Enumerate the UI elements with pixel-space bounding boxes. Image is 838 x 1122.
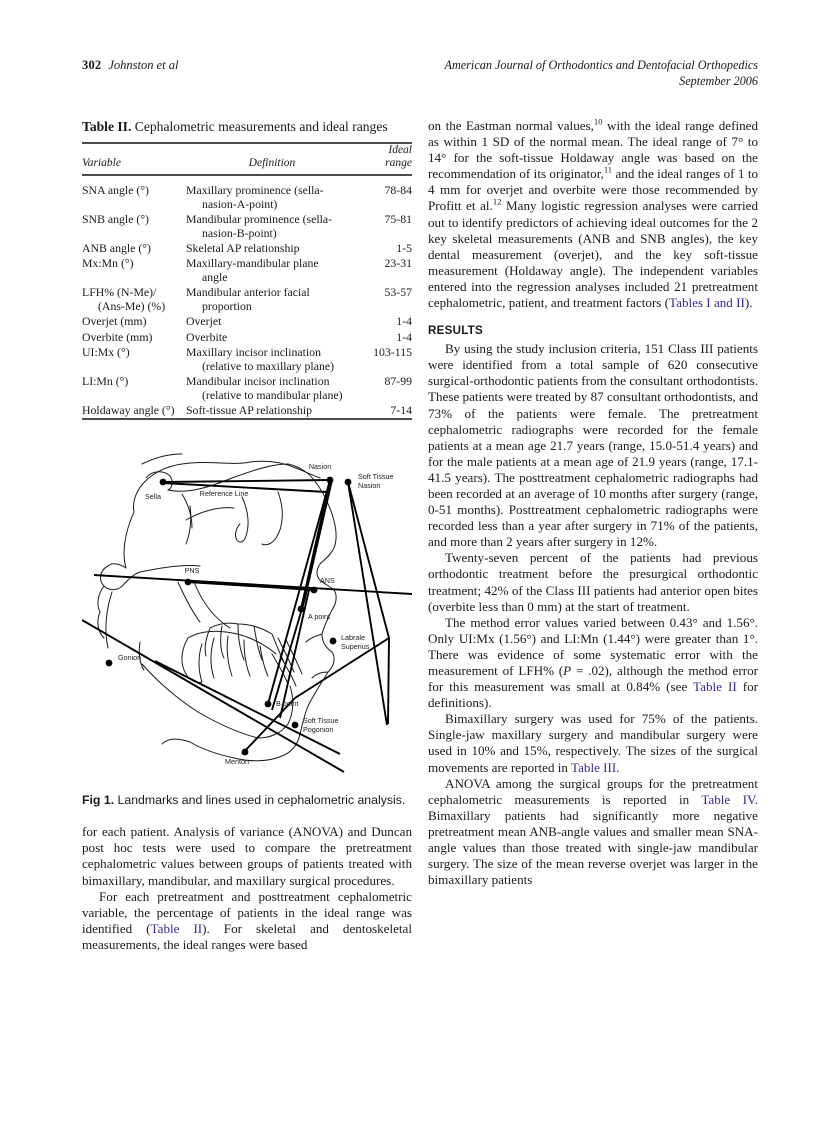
variable-line2: (Ans-Me) (%) [98, 298, 166, 313]
right-para5-a: Bimaxillary surgery was used for 75% of the patients. Single-jaw maxillary surgery and mandibular surgery were used in 10% and 15%, respectively. The sizes of the surgical movements are reported in [428, 711, 758, 775]
figure-caption-text: Landmarks and lines used in cephalometric analysis. [114, 793, 406, 808]
right-para1-e: ). [744, 295, 753, 311]
definition-line1: Maxillary-mandibular plane [186, 256, 319, 271]
definition-line1: Soft-tissue AP relationship [186, 402, 313, 417]
point-b-point [265, 701, 272, 708]
table-row [82, 329, 412, 344]
table-label: Table II. [82, 119, 132, 134]
running-head-right [445, 58, 758, 89]
variable-line1: LFH% (N-Me)/ [82, 285, 157, 300]
right-para4-c: for definitions). [428, 679, 758, 711]
right-para6-a: ANOVA among the surgical groups for the pretreatment cephalometric measurements is reported in [428, 775, 758, 807]
cell-variable: UI:Mx (°) [82, 344, 130, 359]
footnote-ref-12[interactable]: 12 [492, 197, 502, 208]
cell-ideal-range: 1-4 [396, 329, 412, 344]
label-ans: ANS [320, 576, 335, 586]
column-header-ideal-line2: range [385, 157, 412, 169]
section-gap [428, 311, 758, 324]
definition-line2: proportion [202, 298, 252, 313]
cell-variable: SNB angle (°) [82, 211, 149, 226]
definition-line1: Mandibular incisor inclination [186, 373, 330, 388]
running-head-authors: Johnston et al [108, 58, 179, 72]
table-row [82, 403, 412, 419]
cell-definition [186, 285, 358, 314]
cell-ideal-range: 78-84 [384, 182, 412, 197]
point-a-point [298, 606, 305, 613]
label-a-point: A point [308, 612, 330, 622]
label-labrale-superius-line2: Superius [341, 642, 370, 652]
point-gonion [106, 660, 113, 667]
point-sella [160, 479, 167, 486]
definition-line1: Mandibular anterior facial [186, 285, 310, 300]
cell-ideal-range: 23-31 [384, 256, 412, 271]
link-tables-i-and-ii[interactable]: Tables I and II [669, 295, 745, 311]
label-nasion: Nasion [308, 462, 332, 472]
link-table-ii[interactable]: Table II [150, 920, 203, 936]
left-para2-text-a: For each pretreatment and posttreatment cephalometric variable, the percentage of patients in the ideal range was identified ( [82, 888, 412, 936]
cell-ideal-range: 1-4 [396, 314, 412, 329]
table-title: Cephalometric measurements and ideal ranges [134, 119, 388, 134]
left-column [82, 118, 412, 953]
cephalometric-tracing [82, 442, 412, 787]
label-pns: PNS [184, 566, 200, 576]
cell-definition [186, 374, 358, 403]
figure-caption [82, 793, 412, 808]
cell-definition [186, 403, 358, 419]
label-reference-line: Reference Line [199, 489, 249, 499]
table-row [82, 256, 412, 285]
column-header-definition: Definition [186, 143, 358, 175]
label-soft-tissue-pogonion-line2: Pogonion [303, 725, 334, 735]
line-sella-nasion [163, 480, 330, 482]
analysis-lines [82, 480, 412, 772]
cell-variable [82, 285, 186, 314]
table-header-row [82, 143, 412, 175]
label-menton: Menton [225, 757, 249, 767]
footnote-ref-10[interactable]: 10 [593, 116, 603, 127]
table-row [82, 374, 412, 403]
right-para5-b: . [616, 759, 620, 775]
left-para1-text: for each patient. Analysis of variance (ANOVA) and Duncan post hoc tests were used to compare the pretreatment cephalometric values between groups of patients treated with bimaxillary, mandibular, and maxillary surgical procedures. [82, 824, 412, 888]
cell-definition [186, 212, 358, 241]
cell-definition [186, 345, 358, 374]
running-head [82, 58, 758, 98]
cell-ideal-range: 75-81 [384, 211, 412, 226]
label-soft-tissue-nasion-line2: Nasion [358, 481, 381, 491]
label-soft-tissue-pogonion-line1: Soft Tissue [303, 716, 339, 726]
table-row [82, 345, 412, 374]
cell-variable: SNA angle (°) [82, 182, 149, 197]
table-head [82, 143, 412, 175]
point-menton [242, 749, 249, 756]
cell-variable: Overjet (mm) [82, 314, 147, 329]
cell-variable: Mx:Mn (°) [82, 256, 134, 271]
left-para2-text-b: ). For skeletal and dentoskeletal measurements, the ideal ranges were based [82, 920, 412, 952]
definition-line1: Overbite [186, 329, 228, 344]
page-number: 302 [82, 58, 102, 72]
point-soft-tissue-nasion [345, 479, 352, 486]
cell-ideal-range: 7-14 [358, 403, 412, 419]
label-gonion: Gonion [118, 653, 142, 663]
section-heading-results: RESULTS [428, 324, 483, 338]
cell-definition [186, 183, 358, 212]
definition-line1: Maxillary incisor inclination [186, 344, 321, 359]
table-row [82, 183, 412, 212]
right-para1-c: and the ideal ranges of 1 to 4 mm for overjet and overbite were those recommended by Profitt et al. [428, 166, 759, 214]
right-paragraph-5 [428, 711, 758, 775]
figure-caption-label: Fig 1. [82, 793, 115, 808]
column-gap [82, 808, 412, 824]
left-paragraph-1 [82, 824, 412, 888]
definition-line2: nasion-B-point) [202, 225, 277, 240]
point-soft-tissue-pogonion [292, 722, 299, 729]
issue-date: September 2006 [679, 73, 758, 88]
definition-line2: angle [202, 269, 228, 284]
column-header-variable: Variable [82, 143, 186, 175]
statistic-symbol-p: P [563, 663, 572, 678]
right-para4-b: = .02), although the method error for this measurement was small at 0.84% (see [428, 663, 758, 695]
table-row [82, 212, 412, 241]
cell-ideal-range: 103-115 [373, 344, 412, 359]
cell-variable: Overbite (mm) [82, 329, 153, 344]
table-row [82, 314, 412, 329]
cell-variable: ANB angle (°) [82, 240, 151, 255]
definition-line2: nasion-A-point) [202, 196, 278, 211]
cell-definition [186, 329, 358, 344]
right-para1-b: with the ideal range defined as within 1 SD of the normal mean. The ideal range of 7° to 14° for the soft-tissue Holdaway angle was based on the recommendation of its originator, [428, 118, 758, 182]
right-para1-a: on the Eastman normal values, [428, 118, 594, 133]
label-b-point: B point [276, 699, 299, 709]
link-table-iv[interactable]: Table IV [701, 791, 755, 807]
right-paragraph-1 [428, 118, 758, 311]
point-ans [311, 587, 318, 594]
running-head-left [82, 58, 179, 73]
right-para1-d: Many logistic regression analyses were carried out to identify predictors of achieving ideal outcomes for the 2 key skeletal measurements (ANB and SNB angles), the key dental measurement (overjet), and the key soft-tissue measurement (Holdaway angle). The independent variables entered into the regression analyses included 21 pretreatment cephalometric, patient, and treatment factors ( [428, 198, 758, 311]
left-paragraph-2 [82, 889, 412, 953]
right-paragraph-4 [428, 615, 758, 712]
right-para2-text: By using the study inclusion criteria, 151 Class III patients were identified from a total sample of 620 consecutive surgical-orthodontic patients from the consultant orthodontists. These patients were treated by 87 consultant orthodontists, and 73% of the patients were female. The pretreatment cephalometric radiographs were recorded for the female patients at a mean age 21.7 years (range, 15.0-51.4 years) and for the male patients at a mean age of 21.9 years (range, 17.1-41.5 years). The posttreatment cephalometric radiographs had been recorded at an average of 10 months after surgery (range, 0-51 months). Posttreatment cephalometric radiographs were recorded less than a year after surgery in 71% of the patients, and more than 2 years after surgery in 12%. [428, 341, 758, 550]
table-caption [82, 118, 412, 135]
label-sella: Sella [145, 492, 161, 502]
column-header-ideal-range [358, 143, 412, 175]
definition-line1: Maxillary prominence (sella- [186, 182, 324, 197]
right-paragraph-6 [428, 776, 758, 889]
line-nasion-b-point [268, 480, 330, 704]
point-nasion [327, 477, 334, 484]
definition-line2: (relative to maxillary plane) [202, 358, 335, 373]
right-paragraph-2 [428, 341, 758, 550]
figure-1 [82, 442, 412, 787]
cell-ideal-range: 53-57 [384, 285, 412, 300]
definition-line1: Mandibular prominence (sella- [186, 211, 333, 226]
right-para3-text: Twenty-seven percent of the patients had previous orthodontic treatment before the presurgical orthodontic treatment; 42% of the Class III patients had anterior open bites (overbite less than 0 mm) at the start of treatment. [428, 550, 758, 614]
point-pns [185, 579, 192, 586]
right-para4-a: The method error values varied between 0.43° and 1.56°. Only UI:Mx (1.56°) and LI:Mn (1.44°) were greater than 1°. There was evidence of some systematic error with the measurement of LFH% ( [428, 614, 758, 678]
label-soft-tissue-nasion-line1: Soft Tissue [358, 472, 394, 482]
cell-ideal-range: 1-5 [396, 240, 412, 255]
cell-definition [186, 241, 358, 256]
right-para6-b: . Bimaxillary patients had significantly more negative pretreatment mean ANB-angle values and smaller mean SNA-angle values than those treated with single-jaw mandibular surgery. The size of the mean reverse overjet was larger in the bimaxillary patients [428, 791, 759, 888]
right-paragraph-3 [428, 550, 758, 614]
table-row [82, 285, 412, 314]
cell-definition [186, 314, 358, 329]
label-labrale-superius-line1: Labrale [341, 633, 365, 643]
definition-line1: Overjet [186, 314, 222, 329]
column-header-ideal-line1: Ideal [388, 144, 412, 156]
cell-definition [186, 256, 358, 285]
footnote-ref-11[interactable]: 11 [603, 164, 613, 175]
right-column [428, 118, 758, 888]
cell-variable: Holdaway angle (°) [82, 403, 186, 419]
table-spacer [82, 175, 412, 183]
cell-ideal-range: 87-99 [384, 373, 412, 388]
journal-title: American Journal of Orthodontics and Dentofacial Orthopedics [444, 58, 758, 72]
cell-variable: LI:Mn (°) [82, 373, 129, 388]
table-body [82, 175, 412, 419]
link-table-ii-2[interactable]: Table II [693, 679, 737, 695]
definition-line1: Skeletal AP relationship [186, 240, 300, 255]
point-labrale-superius [330, 638, 337, 645]
cephalometric-measurements-table [82, 142, 412, 420]
link-table-iii[interactable]: Table III [571, 759, 617, 775]
definition-line2: (relative to mandibular plane) [202, 387, 343, 402]
table-row [82, 241, 412, 256]
